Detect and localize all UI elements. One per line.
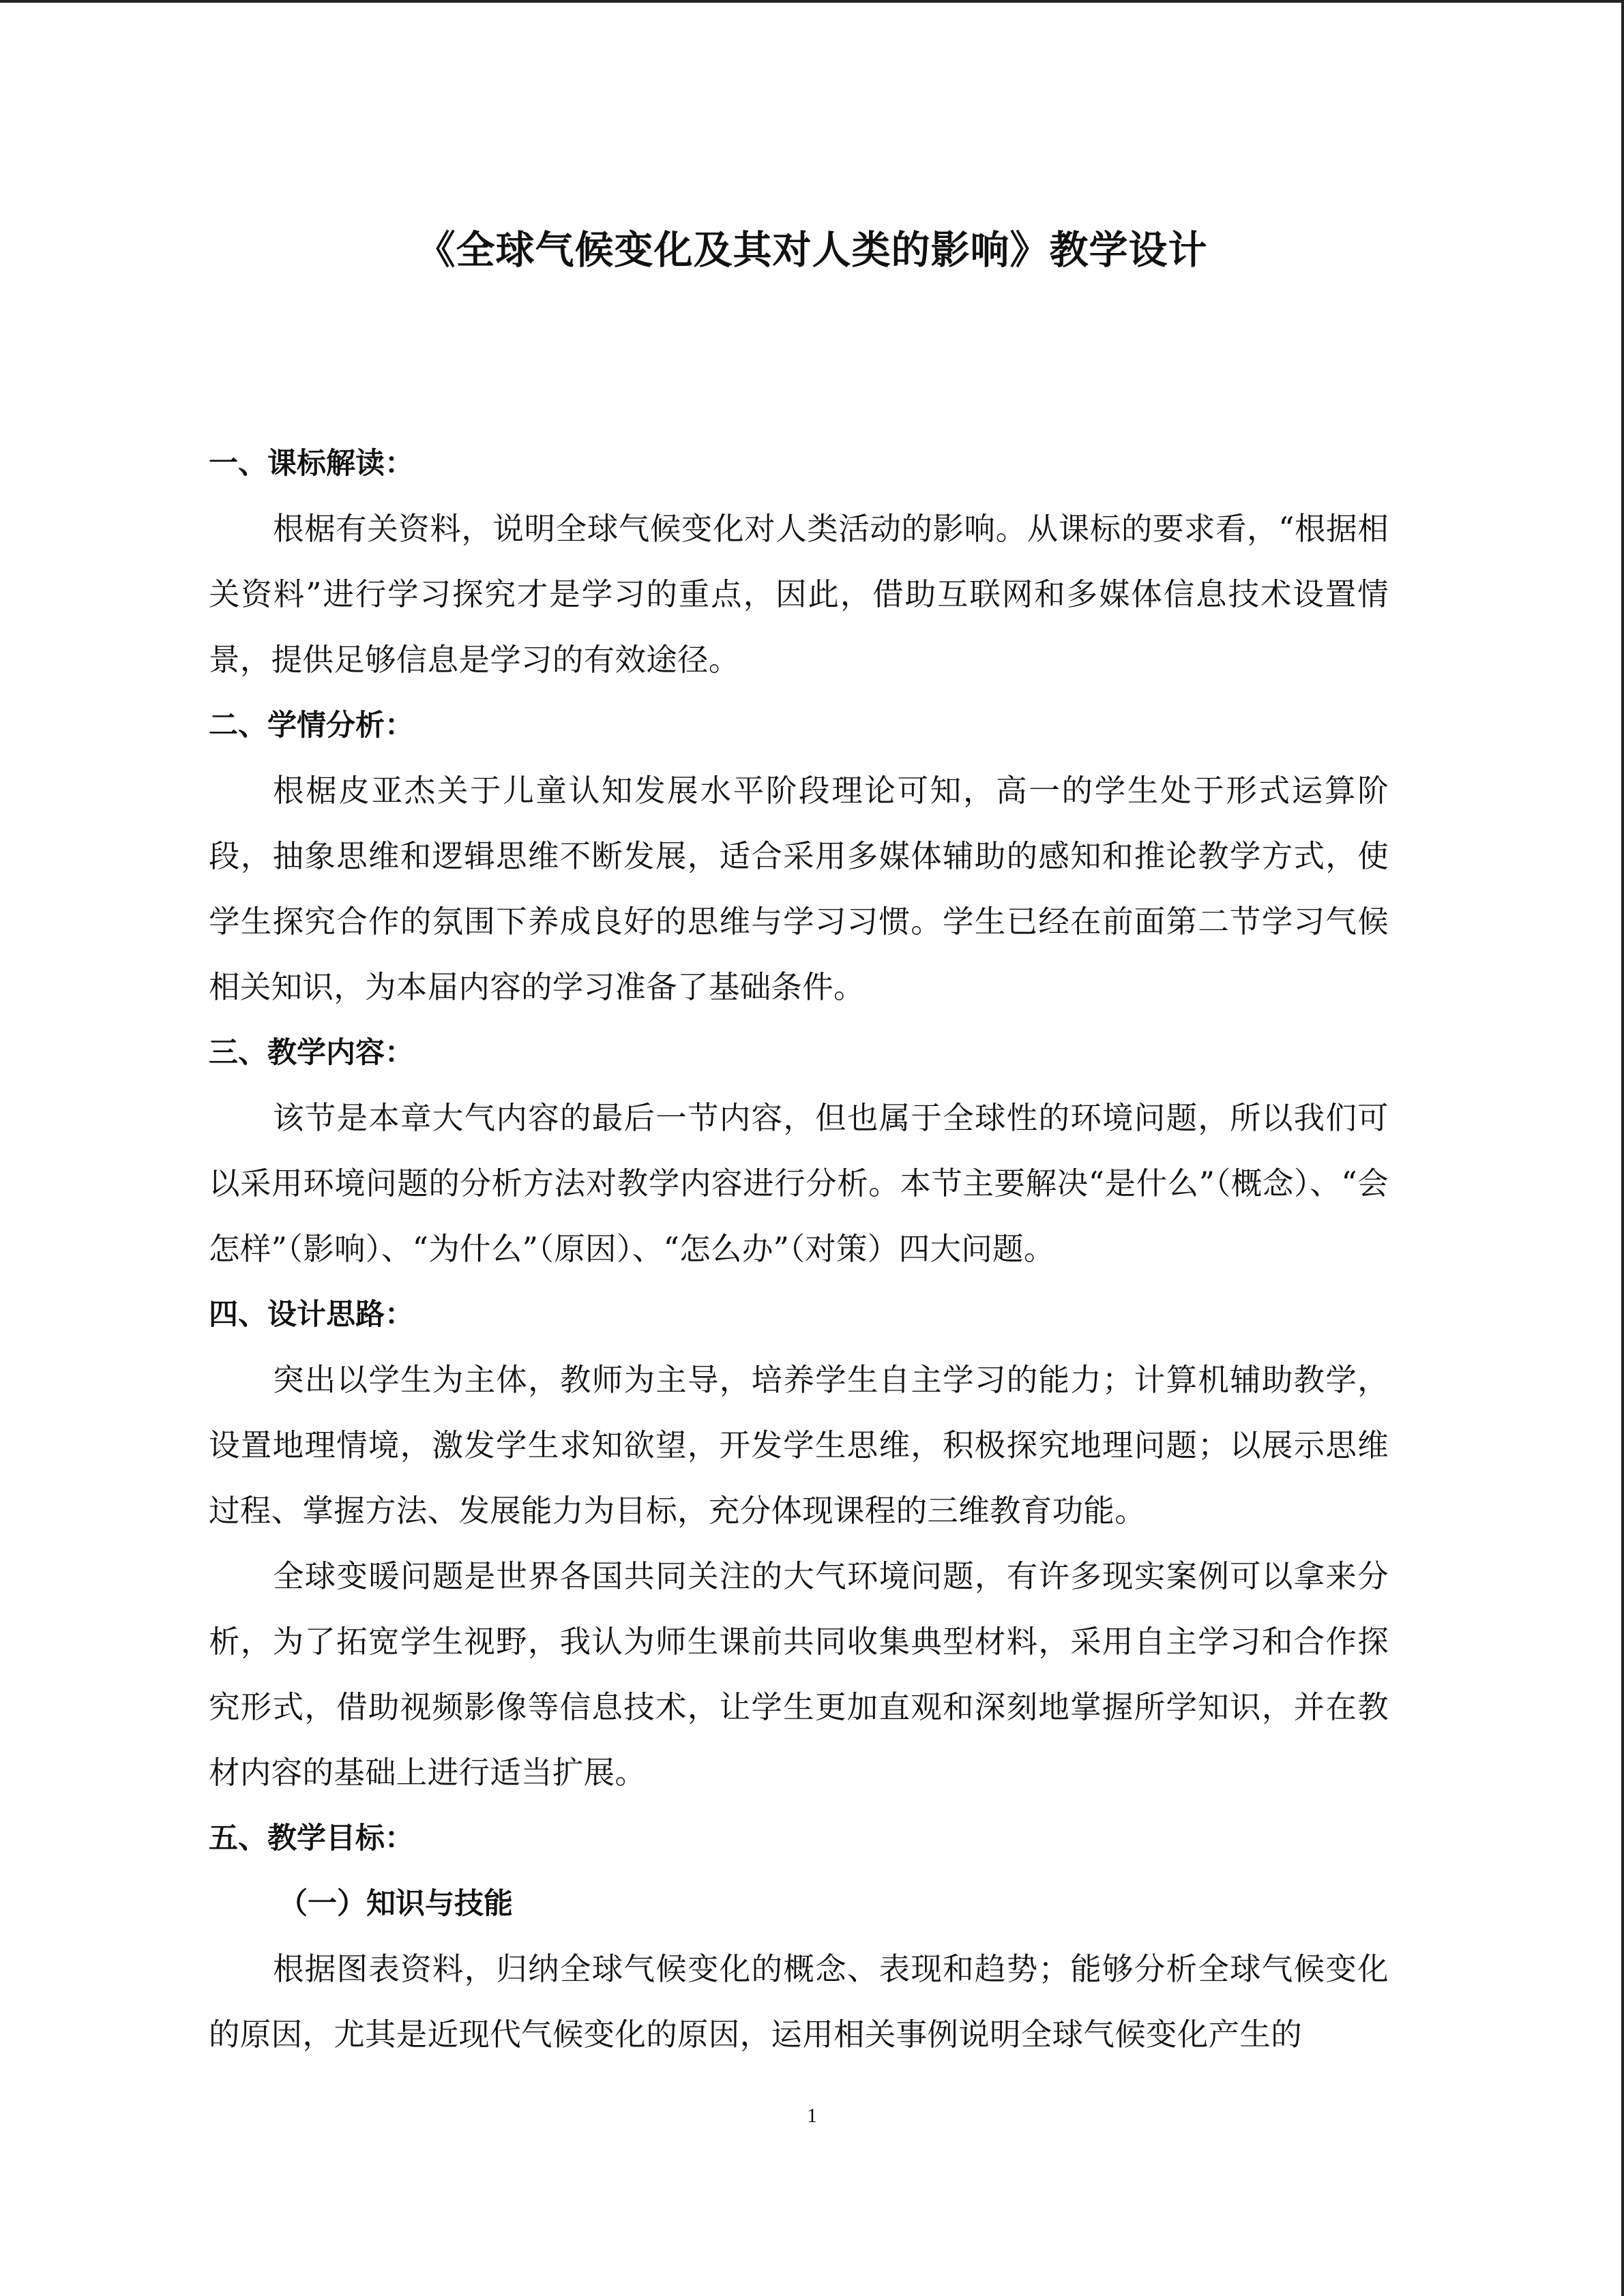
page-number: 1 xyxy=(807,2104,817,2127)
page-top-border xyxy=(0,0,1624,3)
paragraph: 根椐有关资料，说明全球气候变化对人类活动的影响。从课标的要求看，“根据相关资料”进行学习探究才是学习的重点，因此，借助互联网和多媒体信息技术设置情景，提供足够信息是学习的有效途径。 xyxy=(209,511,1389,678)
document-body xyxy=(209,431,1389,2068)
section-heading: 一、课标解读： xyxy=(209,447,414,481)
section-student-analysis xyxy=(209,693,1389,1020)
paragraph: 突出以学生为主体，教师为主导，培养学生自主学习的能力；计算机辅助教学，设置地理情境，激发学生求知欲望，开发学生思维，积极探究地理问题；以展示思维过程、掌握方法、发展能力为目标，充分体现课程的三维教育功能。 xyxy=(209,1362,1389,1529)
section-heading: 五、教学目标： xyxy=(209,1821,414,1855)
subsection-heading: （一）知识与技能 xyxy=(278,1887,513,1921)
paragraph: 根椐皮亚杰关于儿童认知发展水平阶段理论可知，高一的学生处于形式运算阶段，抽象思维和逻辑思维不断发展，适合采用多媒体辅助的感知和推论教学方式，使学生探究合作的氛围下养成良好的思维与学习习惯。学生已经在前面第二节学习气候相关知识，为本届内容的学习准备了基础条件。 xyxy=(209,773,1389,1005)
section-teaching-objectives xyxy=(209,1806,1389,2068)
section-design-ideas xyxy=(209,1282,1389,1806)
section-heading: 四、设计思路： xyxy=(209,1298,414,1332)
section-heading: 三、教学内容： xyxy=(209,1036,414,1070)
page-right-border xyxy=(1621,0,1624,2296)
section-curriculum-interpretation xyxy=(209,431,1389,693)
document-title: 《全球气候变化及其对人类的影响》教学设计 xyxy=(416,228,1208,273)
section-heading: 二、学情分析： xyxy=(209,709,414,743)
paragraph: 该节是本章大气内容的最后一节内容，但也属于全球性的环境问题，所以我们可以采用环境问题的分析方法对教学内容进行分析。本节主要解决“是什么”（概念）、“会怎样”（影响）、“为什么”（原因）、“怎么办”（对策）四大问题。 xyxy=(209,1100,1389,1267)
section-teaching-content xyxy=(209,1020,1389,1282)
paragraph: 全球变暖问题是世界各国共同关注的大气环境问题，有许多现实案例可以拿来分析，为了拓宽学生视野，我认为师生课前共同收集典型材料，采用自主学习和合作探究形式，借助视频影像等信息技术，让学生更加直观和深刻地掌握所学知识，并在教材内容的基础上进行适当扩展。 xyxy=(209,1558,1389,1791)
paragraph: 根据图表资料，归纳全球气候变化的概念、表现和趋势；能够分析全球气候变化的原因，尤其是近现代气候变化的原因，运用相关事例说明全球气候变化产生的 xyxy=(209,1951,1389,2053)
